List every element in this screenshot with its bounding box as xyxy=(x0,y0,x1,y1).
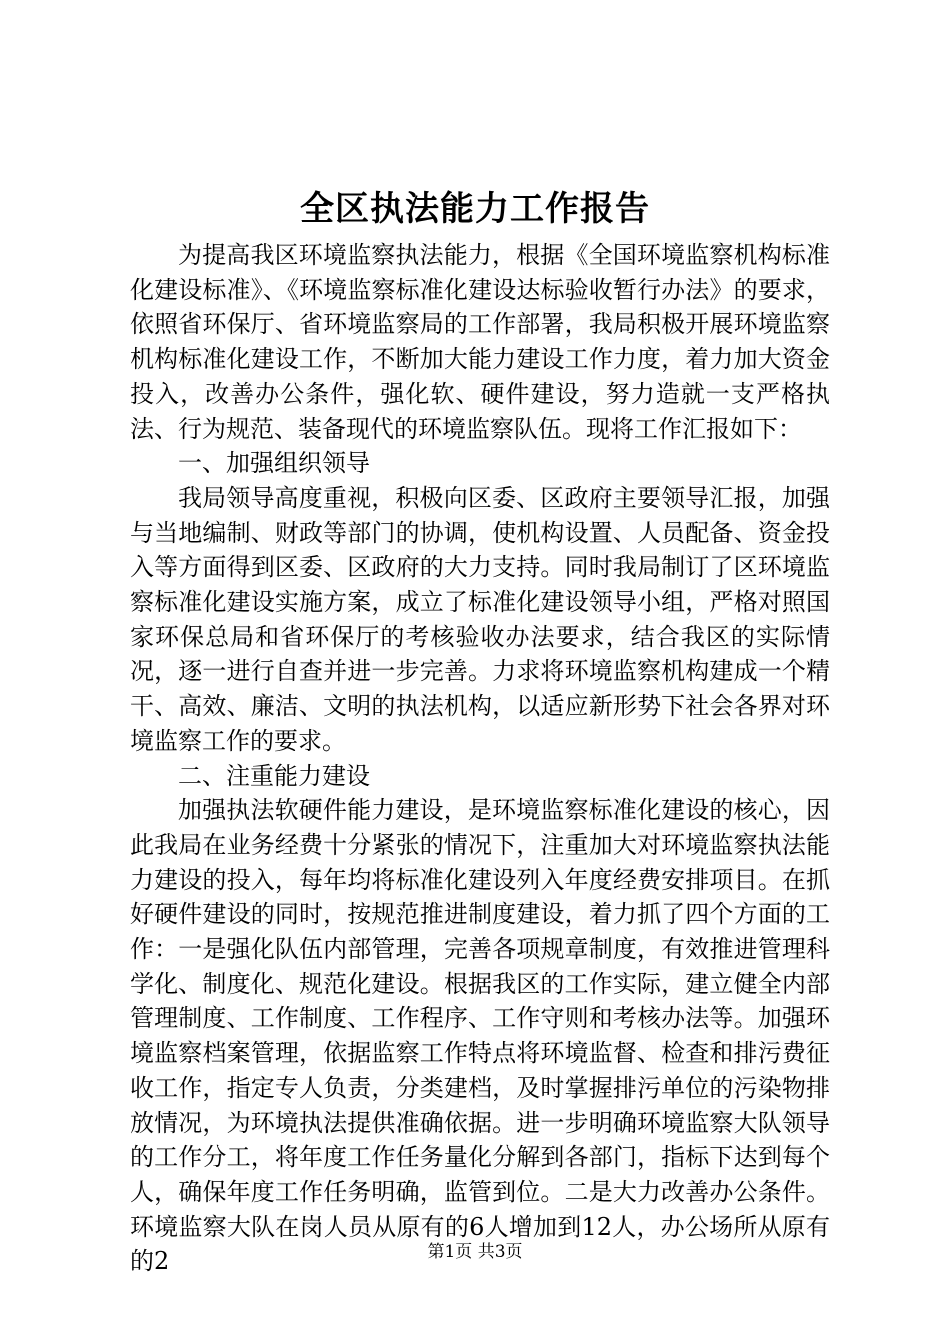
section-heading-1: 一、加强组织领导 xyxy=(178,449,370,478)
section-heading-2: 二、注重能力建设 xyxy=(178,761,370,790)
section-paragraph-2: 加强执法软硬件能力建设，是环境监察标准化建设的核心，因此我局在业务经费十分紧张的情况下，注重加大对环境监察执法能力建设的投入，每年均将标准化建设列入年度经费安排项目。在抓好硬件建设的同时，按规范推进制度建设，着力抓了四个方面的工作：一是强化队伍内部管理，完善各项规章制度，有效推进管理科学化、制度化、规范化建设。根据我区的工作实际，建立健全内部管理制度、工作制度、工作程序、工作守则和考核办法等。加强环境监察档案管理，依据监察工作特点将环境监督、检查和排污费征收工作，指定专人负责，分类建档，及时掌握排污单位的污染物排放情况，为环境执法提供准确依据。进一步明确环境监察大队领导的工作分工，将年度工作任务量化分解到各部门，指标下达到每个人，确保年度工作任务明确，监管到位。二是大力改善办公条件。环境监察大队在岗人员从原有的6人增加到12人，办公场所从原有的2 xyxy=(130,796,830,1276)
section-paragraph-1: 我局领导高度重视，积极向区委、区政府主要领导汇报，加强与当地编制、财政等部门的协调，使机构设置、人员配备、资金投入等方面得到区委、区政府的大力支持。同时我局制订了区环境监察标准化建设实施方案，成立了标准化建设领导小组，严格对照国家环保总局和省环保厅的考核验收办法要求，结合我区的实际情况，逐一进行自查并进一步完善。力求将环境监察机构建成一个精干、高效、廉洁、文明的执法机构，以适应新形势下社会各界对环境监察工作的要求。 xyxy=(130,483,830,755)
document-body xyxy=(130,238,830,1279)
page-footer: 第1页 共3页 xyxy=(427,1242,523,1262)
intro-paragraph: 为提高我区环境监察执法能力，根据《全国环境监察机构标准化建设标准》、《环境监察标准化建设达标验收暂行办法》的要求，依照省环保厅、省环境监察局的工作部署，我局积极开展环境监察机构标准化建设工作，不断加大能力建设工作力度，着力加大资金投入，改善办公条件，强化软、硬件建设，努力造就一支严格执法、行为规范、装备现代的环境监察队伍。现将工作汇报如下： xyxy=(130,241,830,443)
document-title: 全区执法能力工作报告 xyxy=(300,189,650,229)
